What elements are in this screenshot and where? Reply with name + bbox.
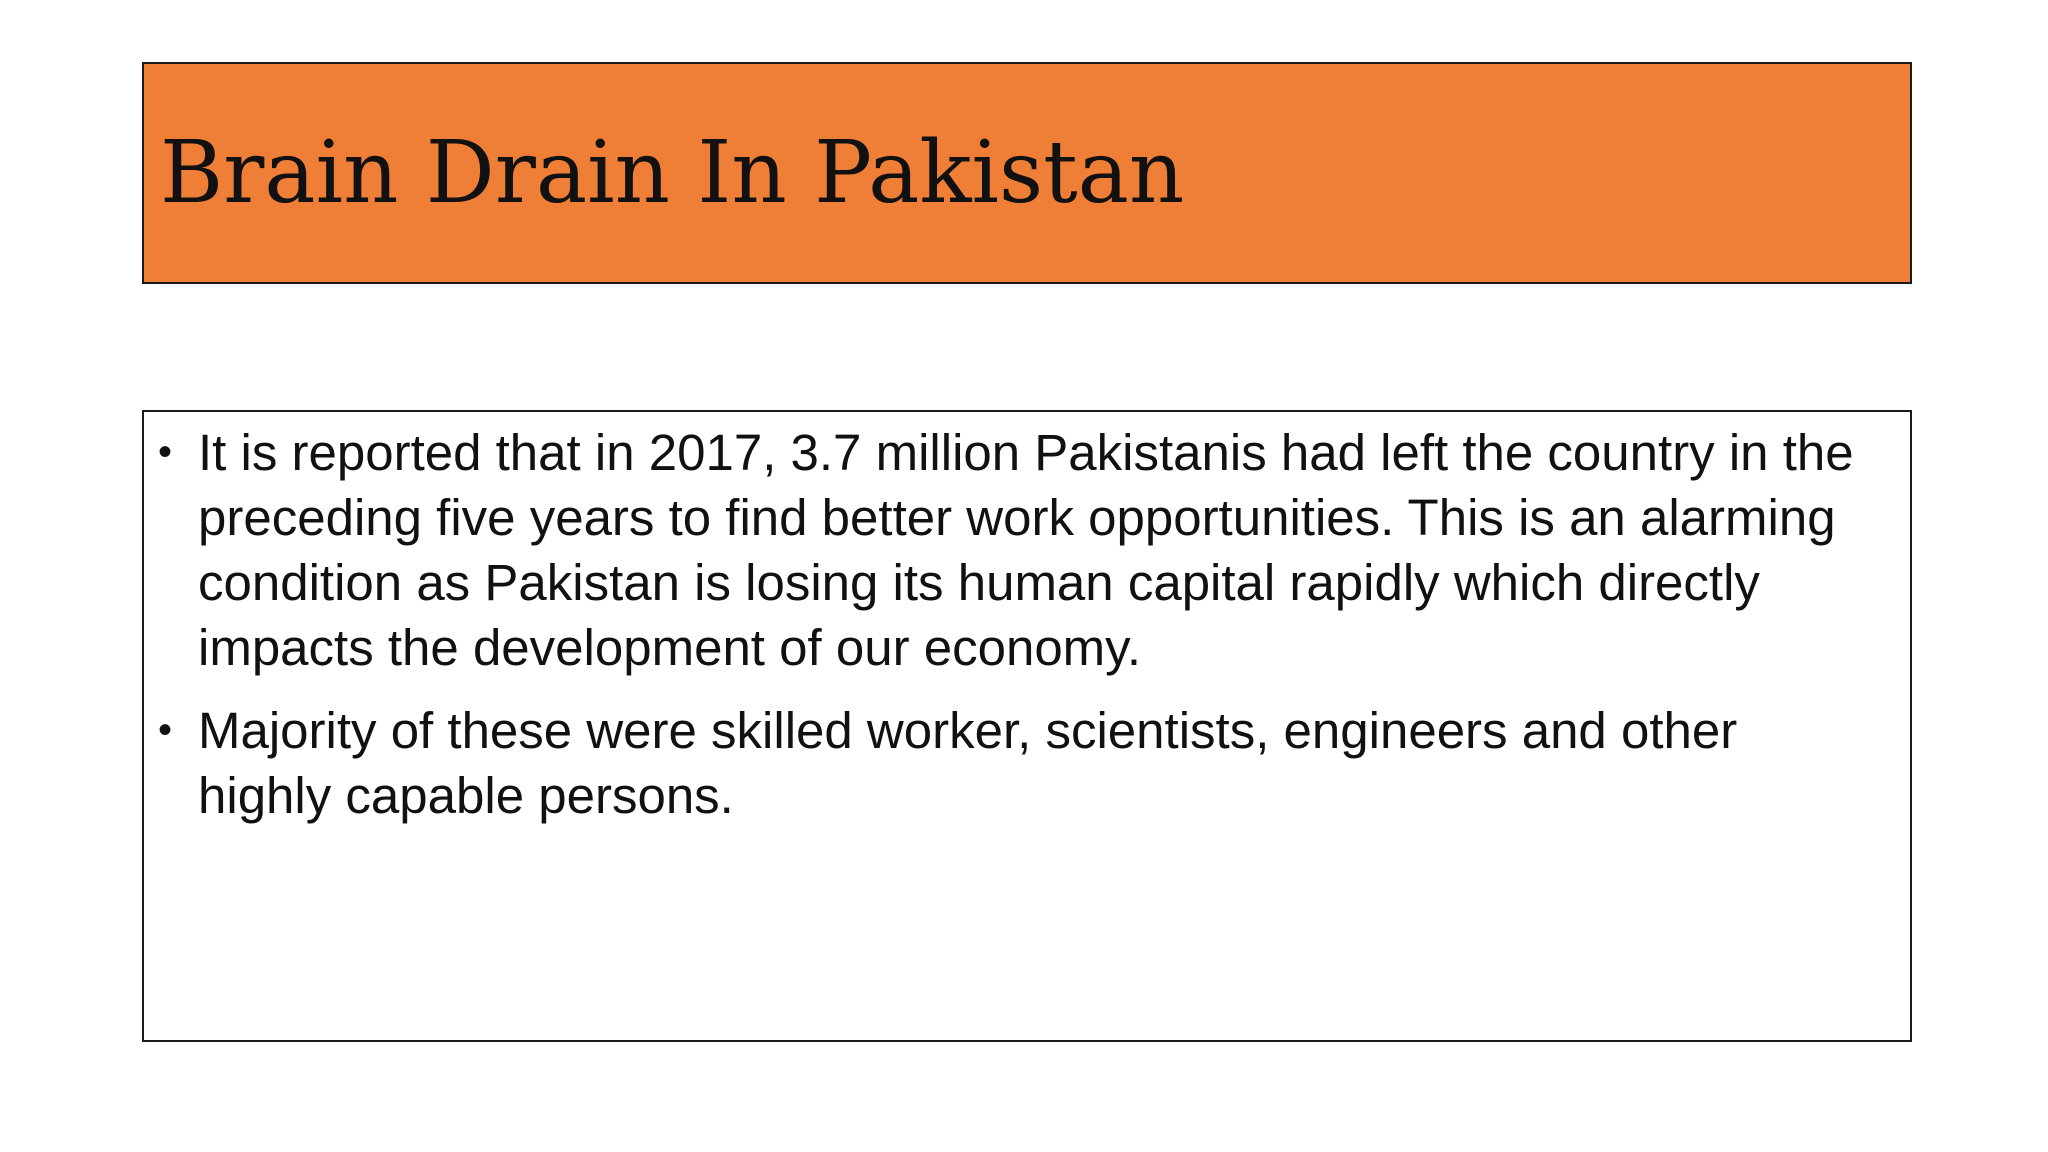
bullet-item	[158, 698, 1880, 828]
bullet-icon: •	[158, 708, 173, 752]
title-box	[142, 62, 1912, 284]
bullet-text: Majority of these were skilled worker, scientists, engineers and other highly capable persons.	[198, 702, 1738, 824]
content-box	[142, 410, 1912, 1042]
slide-title: Brain Drain In Pakistan	[160, 123, 1185, 223]
bullet-text: It is reported that in 2017, 3.7 million Pakistanis had left the country in the preceding five years to find better work opportunities. This is an alarming condition as Pakistan is losing its human capital rapidly which directly impacts the development of our economy.	[198, 424, 1854, 676]
bullet-icon: •	[158, 430, 173, 474]
bullet-list	[158, 420, 1880, 828]
bullet-item	[158, 420, 1880, 680]
